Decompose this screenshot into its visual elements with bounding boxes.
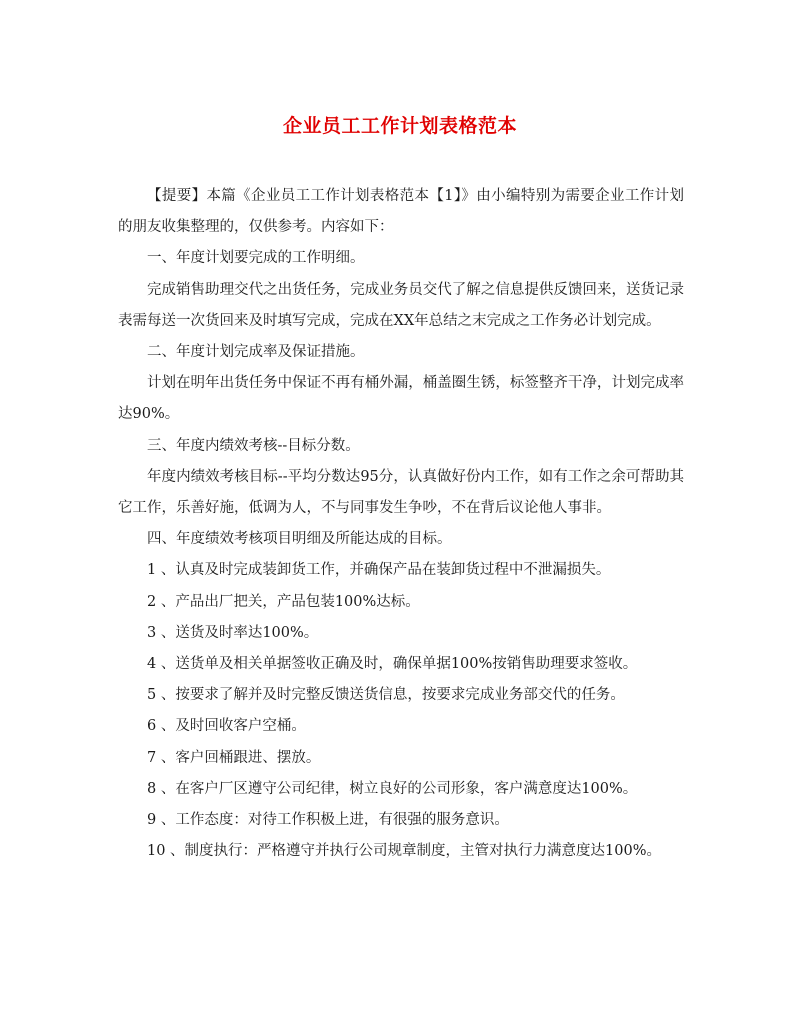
summary-paragraph: 【提要】本篇《企业员工工作计划表格范本【1】》由小编特别为需要企业工作计划的朋友收集整理的，仅供参考。内容如下： — [118, 188, 684, 236]
list-item: 6 、及时回收客户空桶。 — [147, 718, 306, 735]
list-item: 5 、按要求了解并及时完整反馈送货信息，按要求完成业务部交代的任务。 — [147, 687, 625, 704]
list-item: 8 、在客户厂区遵守公司纪律，树立良好的公司形象，客户满意度达100%。 — [147, 780, 638, 797]
section-heading-1: 一、年度计划要完成的工作明细。 — [147, 250, 365, 267]
list-item: 2 、产品出厂把关，产品包装100%达标。 — [147, 593, 420, 610]
body-paragraph: 完成销售助理交代之出货任务，完成业务员交代了解之信息提供反馈回来，送货记录表需每送一次货回来及时填写完成，完成在XX年总结之末完成之工作务必计划完成。 — [118, 281, 684, 329]
body-paragraph: 年度内绩效考核目标--平均分数达95分，认真做好份内工作，如有工作之余可帮助其它工作，乐善好施，低调为人，不与同事发生争吵，不在背后议论他人事非。 — [118, 468, 684, 517]
document-body — [118, 181, 684, 867]
section-heading-3: 三、年度内绩效考核--目标分数。 — [147, 437, 360, 454]
list-item: 3 、送货及时率达100%。 — [147, 624, 319, 641]
list-item: 9 、工作态度：对待工作积极上进，有很强的服务意识。 — [147, 812, 509, 829]
section-heading-4: 四、年度绩效考核项目明细及所能达成的目标。 — [147, 531, 452, 548]
document-title: 企业员工工作计划表格范本 — [282, 115, 517, 137]
list-item: 4 、送货单及相关单据签收正确及时，确保单据100%按销售助理要求签收。 — [147, 656, 638, 673]
body-paragraph: 计划在明年出货任务中保证不再有桶外漏，桶盖圈生锈，标签整齐干净，计划完成率达90%。 — [118, 375, 684, 423]
list-item: 7 、客户回桶跟进、摆放。 — [147, 749, 321, 766]
list-item: 10 、制度执行：严格遵守并执行公司规章制度，主管对执行力满意度达100%。 — [147, 843, 662, 860]
section-heading-2: 二、年度计划完成率及保证措施。 — [147, 344, 365, 361]
list-item: 1 、认真及时完成装卸货工作，并确保产品在装卸货过程中不泄漏损失。 — [147, 562, 611, 579]
